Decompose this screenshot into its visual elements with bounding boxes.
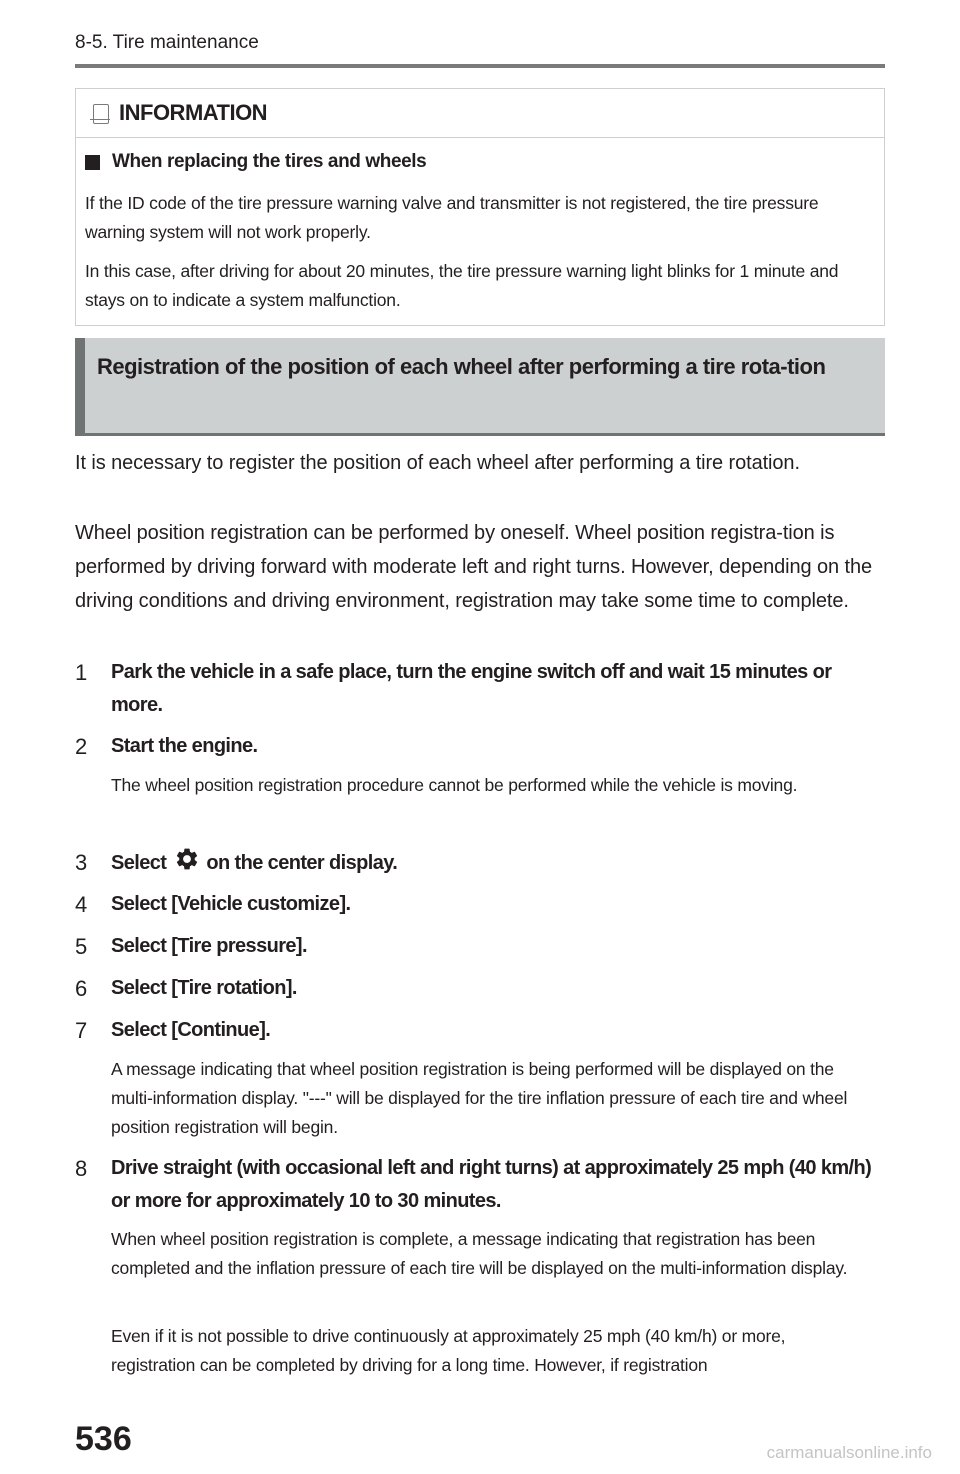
header-section-title: 8-5. Tire maintenance	[75, 32, 259, 53]
step-number: 6	[75, 976, 87, 1001]
step-number: 4	[75, 892, 87, 917]
information-subheading-text: When replacing the tires and wheels	[112, 151, 427, 172]
information-title-row	[76, 89, 884, 138]
watermark: carmanualsonline.info	[766, 1443, 932, 1462]
step-text: Select [Tire pressure].	[111, 935, 307, 957]
step-number: 2	[75, 734, 87, 759]
step-text-after: on the center display.	[206, 852, 398, 874]
information-title: INFORMATION	[119, 100, 268, 125]
information-subheading	[85, 151, 426, 173]
intro-paragraph: Wheel position registration can be performed by oneself. Wheel position registra-tion is performed by driving forward with moderate left and right turns. However, depending on the driving conditions and driving environment, registration may take some time to complete.	[75, 522, 872, 612]
step-number: 1	[75, 660, 87, 685]
section-title: Registration of the position of each wheel after performing a tire rota-tion	[97, 354, 826, 379]
step-text: Select [Continue].	[111, 1019, 271, 1041]
section-heading-bar	[75, 338, 885, 436]
step-number: 3	[75, 850, 87, 875]
header-rule	[75, 64, 885, 68]
step-8-note: Even if it is not possible to drive continuously at approximately 25 mph (40 km/h) or more, registration can be completed by driving for a long time. However, if registration	[111, 1326, 786, 1375]
step-text	[111, 846, 881, 883]
information-box	[75, 88, 885, 326]
step-text: Start the engine.	[111, 735, 258, 757]
step-number: 5	[75, 934, 87, 959]
step-number: 8	[75, 1156, 87, 1181]
step-text: Drive straight (with occasional left and right turns) at approximately 25 mph (40 km/h) or more for approximately 10 to 30 minutes.	[111, 1157, 872, 1212]
step-7-note: A message indicating that wheel position registration is being performed will be displayed on the multi-information display. "---" will be displayed for the tire inflation pressure of each tire and wheel position registration will begin.	[111, 1059, 848, 1137]
step-number: 7	[75, 1018, 87, 1043]
square-bullet-icon	[85, 155, 100, 170]
gear-icon	[174, 846, 200, 883]
information-paragraph: In this case, after driving for about 20 minutes, the tire pressure warning light blinks for 1 minute and stays on to indicate a system malfunction.	[85, 261, 839, 310]
step-text-before: Select	[111, 852, 167, 874]
step-text: Select [Tire rotation].	[111, 977, 297, 999]
step-8-note: When wheel position registration is complete, a message indicating that registration has been completed and the inflation pressure of each tire will be displayed on the multi-information display.	[111, 1229, 848, 1278]
step-2-note: The wheel position registration procedure cannot be performed while the vehicle is moving.	[111, 775, 798, 795]
information-paragraph: If the ID code of the tire pressure warning valve and transmitter is not registered, the tire pressure warning system will not work properly.	[85, 193, 819, 242]
intro-paragraph: It is necessary to register the position of each wheel after performing a tire rotation.	[75, 452, 800, 474]
step-text: Select [Vehicle customize].	[111, 893, 351, 915]
information-icon	[93, 104, 109, 124]
section-heading-accent	[75, 338, 85, 436]
step-text: Park the vehicle in a safe place, turn the engine switch off and wait 15 minutes or more.	[111, 661, 832, 716]
page-number: 536	[75, 1420, 132, 1458]
